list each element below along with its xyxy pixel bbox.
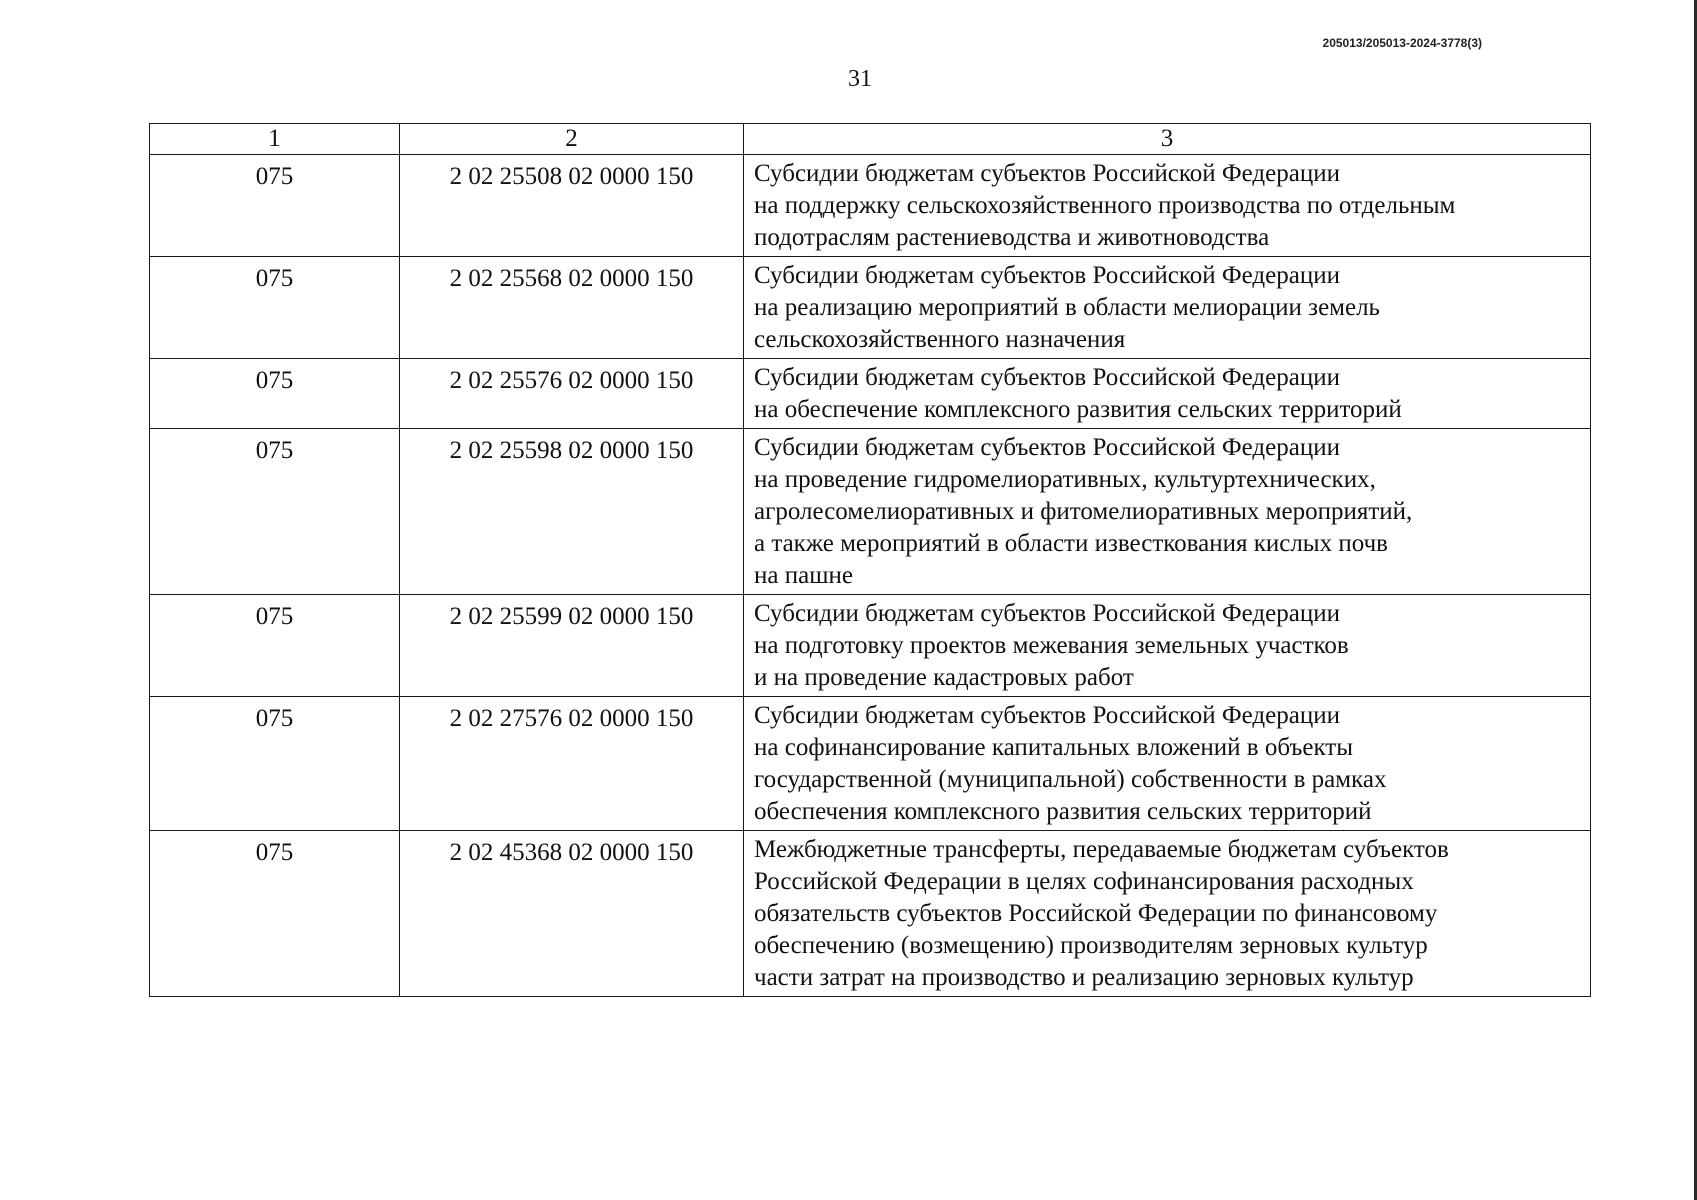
column-header-3: 3: [744, 124, 1591, 155]
description-line: обязательств субъектов Российской Федерации по финансовому: [754, 900, 1438, 927]
table-row: [150, 155, 1591, 257]
description-line: Субсидии бюджетам субъектов Российской Федерации: [754, 364, 1340, 391]
column-header-1: 1: [150, 124, 400, 155]
description-line: на обеспечение комплексного развития сельских территорий: [754, 396, 1402, 423]
budget-codes-table: [149, 123, 1591, 997]
budget-classification-code-cell: 2 02 25576 02 0000 150: [400, 359, 744, 429]
description-line: на пашне: [754, 562, 853, 589]
admin-code-cell: 075: [150, 595, 400, 697]
description-line: на поддержку сельскохозяйственного производства по отдельным: [754, 192, 1456, 219]
description-line: и на проведение кадастровых работ: [754, 664, 1134, 691]
budget-classification-code-cell: 2 02 25568 02 0000 150: [400, 257, 744, 359]
admin-code-cell: 075: [150, 697, 400, 831]
budget-classification-code-cell: 2 02 25508 02 0000 150: [400, 155, 744, 257]
description-line: Субсидии бюджетам субъектов Российской Федерации: [754, 600, 1340, 627]
admin-code-cell: 075: [150, 257, 400, 359]
budget-classification-code-cell: 2 02 27576 02 0000 150: [400, 697, 744, 831]
description-line: Субсидии бюджетам субъектов Российской Федерации: [754, 160, 1340, 187]
table-body: [150, 155, 1591, 997]
budget-classification-code-cell: 2 02 45368 02 0000 150: [400, 831, 744, 997]
description-line: Субсидии бюджетам субъектов Российской Федерации: [754, 262, 1340, 289]
description-line: на проведение гидромелиоративных, культуртехнических,: [754, 466, 1376, 493]
description-line: сельскохозяйственного назначения: [754, 326, 1126, 353]
description-line: на подготовку проектов межевания земельных участков: [754, 632, 1349, 659]
description-line: Межбюджетные трансферты, передаваемые бюджетам субъектов: [754, 836, 1449, 863]
description-line: Российской Федерации в целях софинансирования расходных: [754, 868, 1414, 895]
description-line: обеспечению (возмещению) производителям зерновых культур: [754, 932, 1428, 959]
revenue-description-cell: [744, 697, 1591, 831]
description-line: а также мероприятий в области известкования кислых почв: [754, 530, 1388, 557]
document-reference-number: 205013/205013-2024-3778(3): [1322, 36, 1482, 50]
description-line: на софинансирование капитальных вложений в объекты: [754, 734, 1354, 761]
revenue-description-cell: [744, 257, 1591, 359]
revenue-description-cell: [744, 831, 1591, 997]
description-line: обеспечения комплексного развития сельских территорий: [754, 798, 1372, 825]
table-row: [150, 359, 1591, 429]
description-line: государственной (муниципальной) собственности в рамках: [754, 766, 1387, 793]
column-header-2: 2: [400, 124, 744, 155]
description-line: агролесомелиоративных и фитомелиоративных мероприятий,: [754, 498, 1413, 525]
description-line: части затрат на производство и реализацию зерновых культур: [754, 964, 1414, 991]
admin-code-cell: 075: [150, 359, 400, 429]
admin-code-cell: 075: [150, 831, 400, 997]
table-row: [150, 831, 1591, 997]
budget-classification-code-cell: 2 02 25599 02 0000 150: [400, 595, 744, 697]
table-row: [150, 257, 1591, 359]
admin-code-cell: 075: [150, 429, 400, 595]
table-header-row: [150, 124, 1591, 155]
table-row: [150, 595, 1591, 697]
revenue-description-cell: [744, 595, 1591, 697]
description-line: на реализацию мероприятий в области мелиорации земель: [754, 294, 1380, 321]
revenue-description-cell: [744, 359, 1591, 429]
admin-code-cell: 075: [150, 155, 400, 257]
table-row: [150, 429, 1591, 595]
page-number: 31: [848, 66, 872, 92]
description-line: Субсидии бюджетам субъектов Российской Федерации: [754, 434, 1340, 461]
revenue-description-cell: [744, 155, 1591, 257]
description-line: подотраслям растениеводства и животноводства: [754, 224, 1270, 251]
table-row: [150, 697, 1591, 831]
budget-classification-code-cell: 2 02 25598 02 0000 150: [400, 429, 744, 595]
revenue-description-cell: [744, 429, 1591, 595]
description-line: Субсидии бюджетам субъектов Российской Федерации: [754, 702, 1340, 729]
